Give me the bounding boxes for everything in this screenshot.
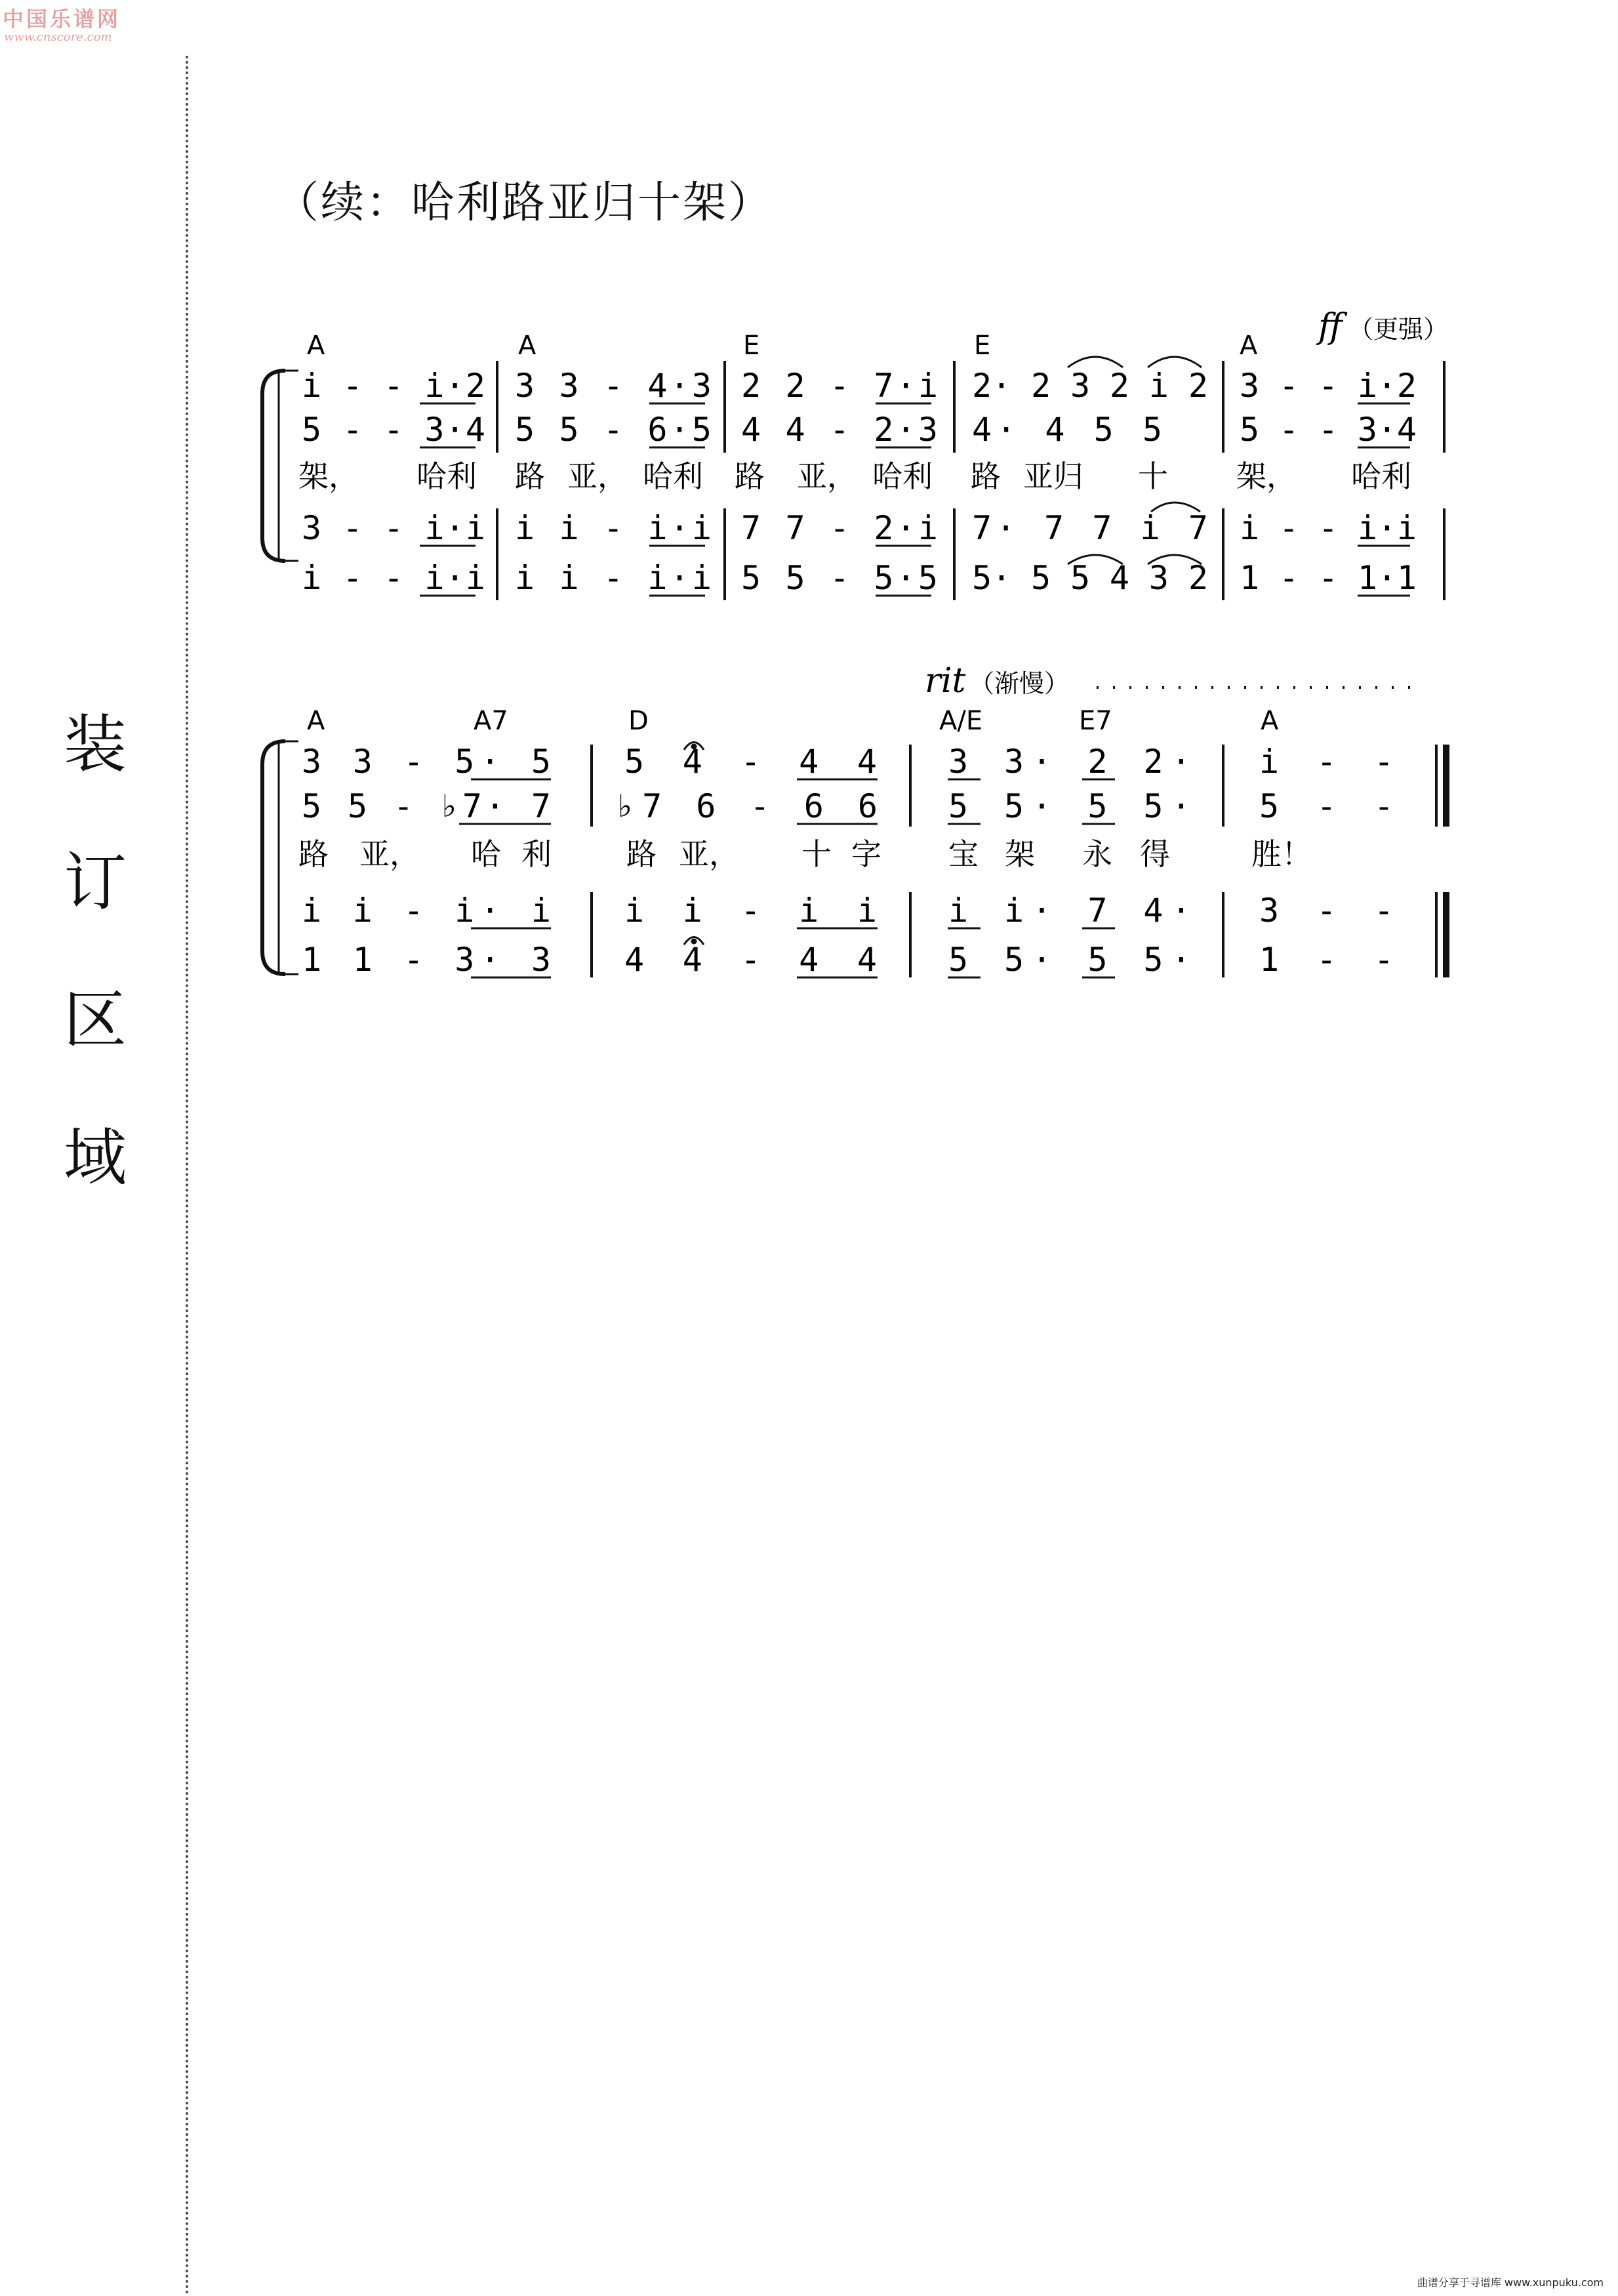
lyric: 路 [626,836,657,872]
system-bracket [279,371,298,561]
soprano-measure: 2· 2 3 2 i 2 [972,367,1208,405]
bass-measure: 1 - - 1·1 [1240,559,1417,597]
lyric: 得 [1140,836,1170,872]
system-brace [262,371,285,561]
lyric: 路 [735,459,765,494]
tenor-row [302,509,1417,547]
system-brace [262,741,285,974]
lyric: 哈利 [1351,459,1411,494]
tenor-measure: 7· 7 7 i 7 [972,509,1208,547]
chord-symbol: E [974,331,991,361]
tenor-measure: 3 - - [1259,892,1394,930]
tenor-measure: i - - i·i [1240,509,1417,547]
bass-measure: 5 5 - 5·5 [741,559,938,597]
binding-label-char: 装 [64,708,127,781]
lyric: 永 [1082,836,1112,872]
tenor-measure: 7 7 - 2·i [741,509,938,547]
lyric: 哈 [471,836,501,872]
lyric: 路 [515,459,545,494]
lyric: 利 [521,836,552,872]
bass-measure: 5 5· 5 5· [948,941,1191,979]
footer-credit: 曲谱分享于寻谱库 www.xunpuku.com [1417,2276,1604,2289]
tenor-measure: i i· 7 4· [948,892,1191,930]
binding-label-char: 订 [64,846,127,919]
lyric: 宝 [948,836,979,872]
tenor-measure: 3 - - i·i [302,509,485,547]
binding-label-char: 区 [64,983,127,1057]
system-1 [262,307,1448,600]
lyric: 架， [1236,459,1297,494]
lyric: 亚归 [1023,459,1083,494]
bass-row [302,941,1394,979]
alto-measure: 4 4 - 2·3 [741,411,938,449]
soprano-row [302,743,1394,781]
lyric: 胜！ [1251,836,1312,872]
lyric: 十 [1138,459,1168,494]
alto-measure: ♭7 6 - 6 6 [615,787,878,825]
bass-measure: 1 - - [1259,941,1394,979]
tenor-row [302,892,1394,930]
soprano-measure: i - - i·2 [302,367,485,405]
lyric: 架， [298,459,359,494]
binding-label-char: 域 [64,1121,127,1195]
soprano-measure: 2 2 - 7·i [741,367,938,405]
chord-symbol: E7 [1079,706,1112,736]
lyric: 亚， [679,836,739,872]
lyric: 十 [801,836,832,872]
alto-measure: 5 5 - ♭7· 7 [302,787,551,825]
soprano-measure: 3 3· 2 2· [948,743,1191,781]
lyric: 架 [1005,836,1035,872]
tempo-text: （渐慢） [969,669,1070,698]
lyrics-row [298,459,1411,494]
tenor-measure: i i - i· i [302,892,551,930]
lyric: 亚， [359,836,420,872]
bass-measure: 4 4 - 4 4 [624,941,877,979]
chord-symbol: D [628,706,649,736]
lyric: 字 [851,836,881,872]
alto-measure: 4· 4 5 5 [972,411,1162,449]
alto-measure: 5 - - [1259,787,1394,825]
tenor-measure: i i - i i [624,892,877,930]
alto-measure: 5 - - 3·4 [302,411,485,449]
final-barline [1436,745,1446,977]
soprano-measure: i - - [1259,743,1394,781]
chord-symbol: E [743,331,760,361]
watermark-logo: 中国乐谱网 [3,7,121,31]
soprano-row [302,367,1417,405]
soprano-measure: 5 4 - 4 4 [624,743,877,781]
tenor-measure: i i - i·i [515,509,712,547]
alto-row [302,787,1394,825]
system-bracket [279,741,298,974]
bass-measure: 5· 5 5 4 3 2 [972,559,1208,597]
dynamic-mark: ff [1318,307,1343,346]
chord-symbol: A [1240,331,1258,361]
lyrics-row [298,836,1312,872]
chord-symbol: A [518,331,536,361]
chord-symbol: A [307,706,325,736]
page-title: （续：哈利路亚归十架） [275,177,773,228]
lyric: 亚， [797,459,857,494]
alto-measure: 5 - - 3·4 [1240,411,1417,449]
lyric: 路 [298,836,329,872]
bass-measure: i - - i·i [302,559,485,597]
chord-symbol: A [307,331,325,361]
lyric: 哈利 [416,459,477,494]
alto-measure: 5 5· 5 5· [948,787,1191,825]
soprano-measure: 3 3 - 5· 5 [302,743,551,781]
watermark-url: www.cnscore.com [4,30,112,44]
alto-row [302,411,1417,449]
chord-symbol: A [1261,706,1279,736]
system-2 [262,661,1446,979]
soprano-measure: 3 - - i·2 [1240,367,1417,405]
chord-symbol: A7 [474,706,508,736]
lyric: 亚， [567,459,628,494]
alto-measure: 5 5 - 6·5 [515,411,712,449]
bass-measure: 1 1 - 3· 3 [302,941,551,979]
lyric: 哈利 [872,459,933,494]
dynamic-text: （更强） [1348,315,1449,344]
bass-measure: i i - i·i [515,559,712,597]
soprano-measure: 3 3 - 4·3 [515,367,712,405]
tempo-mark: rit [925,661,966,701]
lyric: 哈利 [643,459,703,494]
chord-symbol: A/E [939,706,983,736]
lyric: 路 [971,459,1001,494]
bass-row [302,559,1417,597]
